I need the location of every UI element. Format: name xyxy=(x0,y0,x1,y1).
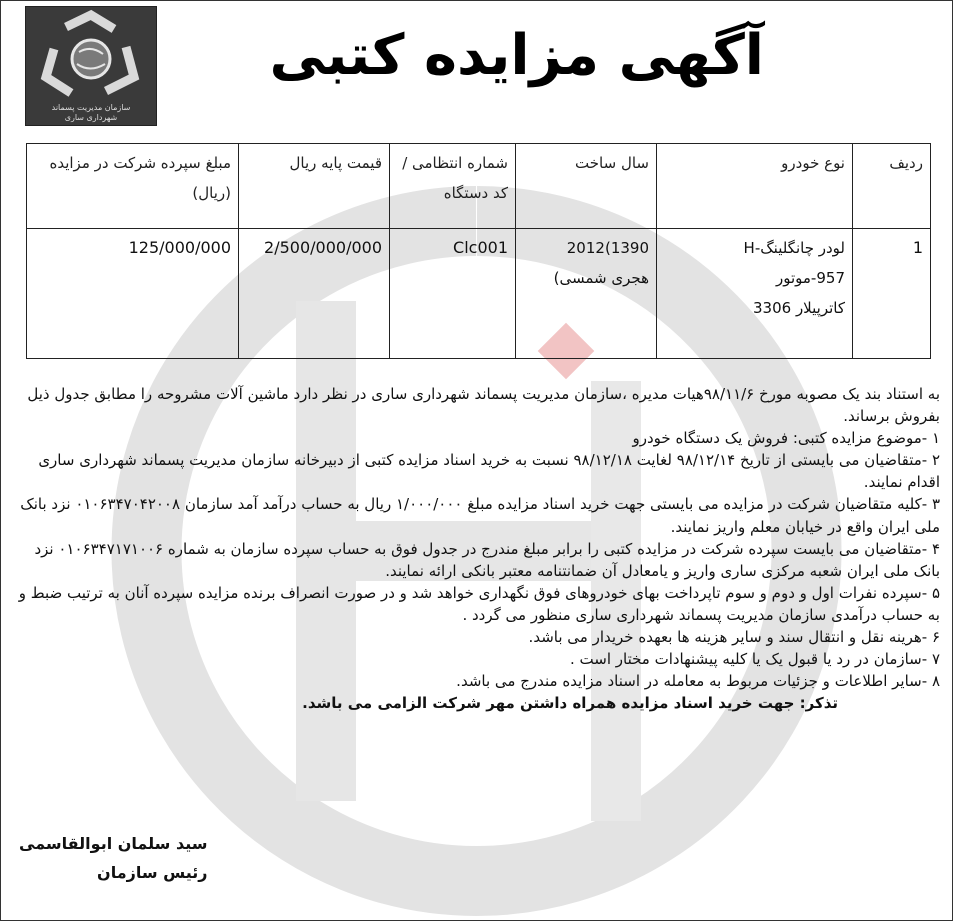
list-item: ۱ -موضوع مزایده کتبی: فروش یک دستگاه خودرو xyxy=(632,429,940,448)
table-row xyxy=(27,229,931,359)
auction-items-table xyxy=(26,143,931,359)
col-header-reg-no: شماره انتظامی / کد دستگاه xyxy=(390,144,516,229)
logo-caption-line2: شهرداری ساری xyxy=(64,113,118,122)
build-year-line2: هجری شمسی) xyxy=(553,269,649,287)
cell-row-no xyxy=(853,229,931,359)
page-title: آگهی مزایده کتبی xyxy=(269,23,764,88)
cell-reg-no xyxy=(390,229,516,359)
organization-logo xyxy=(25,6,157,126)
vehicle-type-line2: 957-موتور xyxy=(775,269,845,287)
vehicle-type-line3: کاترپیلار 3306 xyxy=(752,299,845,317)
list-item: ۴ -متقاضیان می بایست سپرده شرکت در مزایده کتبی را برابر مبلغ مندرج در جدول فوق به حساب سپرده سازمان به شماره ۰۱۰۶۳۴۷۱۷۱۰۰۶ نزد بانک ملی ایران شعبه مرکزی ساری واریز و یامعادل آن ضمانتنامه معتبر بانکی ارائه نمایند. xyxy=(34,539,940,580)
logo-caption xyxy=(26,103,156,123)
deposit-value: 125/000/000 xyxy=(128,238,231,257)
list-item: ۸ -سایر اطلاعات و جزئیات مربوط به معامله در اسناد مزایده مندرج می باشد. xyxy=(456,672,940,691)
list-item: ۳ -کلیه متقاضیان شرکت در مزایده می بایستی جهت خرید اسناد مزایده مبلغ ۱/۰۰۰/۰۰۰ ریال به حساب درآمد آمد سازمان ۰۱۰۶۳۴۷۰۴۲۰۰۸ نزد بانک ملی ایران واقع در خیابان معلم واریز نمایند. xyxy=(20,495,940,536)
list-item: ۵ -سپرده نفرات اول و دوم و سوم تاپرداخت بهای خودروهای فوق نگهداری خواهد شد و در صورت انصراف برنده مزایده سپرده آنان به ترتیب ضبط و به حساب درآمدی سازمان مدیریت پسماند شهرداری ساری منظور می گردد . xyxy=(18,583,940,624)
base-price-value: 2/500/000/000 xyxy=(264,238,382,257)
list-item: ۷ -سازمان در رد یا قبول یک یا کلیه پیشنهادات مختار است . xyxy=(569,650,940,669)
cell-deposit xyxy=(27,229,239,359)
signature-block xyxy=(19,829,208,887)
reg-no-value: Clc001 xyxy=(453,238,508,257)
table-header-row xyxy=(27,144,931,229)
list-item: ۶ -هرینه نقل و انتقال سند و سایر هزینه ها بعهده خریدار می باشد. xyxy=(528,628,940,647)
build-year-line1: 1390)2012 xyxy=(566,239,649,257)
signatory-role: رئیس سازمان xyxy=(97,863,208,882)
cell-build-year xyxy=(516,229,657,359)
col-header-vehicle-type: نوع خودرو xyxy=(657,144,853,229)
intro-paragraph: به استناد بند یک مصوبه مورخ ۹۸/۱۱/۶هیات مدیره ،سازمان مدیریت پسماند شهرداری ساری در نظر دارد ماشین آلات مشروحه را مطابق جدول ذیل بفروش برساند. xyxy=(27,385,940,426)
col-header-deposit: مبلغ سپرده شرکت در مزایده (ریال) xyxy=(27,144,239,229)
recycle-globe-icon xyxy=(26,7,156,103)
row-no-value: 1 xyxy=(912,238,923,257)
col-header-base-price: قیمت پایه ریال xyxy=(239,144,390,229)
cell-vehicle-type xyxy=(657,229,853,359)
list-item: ۲ -متقاضیان می بایستی از تاریخ ۹۸/۱۲/۱۴ لغایت ۹۸/۱۲/۱۸ نسبت به خرید اسناد مزایده کتبی از دبیرخانه سازمان مدیریت پسماند شهرداری ساری اقدام نمایند. xyxy=(38,451,940,492)
notice-body xyxy=(13,383,940,714)
logo-caption-line1: سازمان مدیریت پسماند xyxy=(51,103,131,112)
important-note: تذکر: جهت خرید اسناد مزایده همراه داشتن مهر شرکت الزامی می باشد. xyxy=(302,694,838,713)
col-header-build-year: سال ساخت xyxy=(516,144,657,229)
signatory-name: سید سلمان ابوالقاسمی xyxy=(19,834,208,853)
col-header-row-no: ردیف xyxy=(853,144,931,229)
vehicle-type-line1: لودر چانگلینگ-H xyxy=(743,239,845,257)
cell-base-price xyxy=(239,229,390,359)
